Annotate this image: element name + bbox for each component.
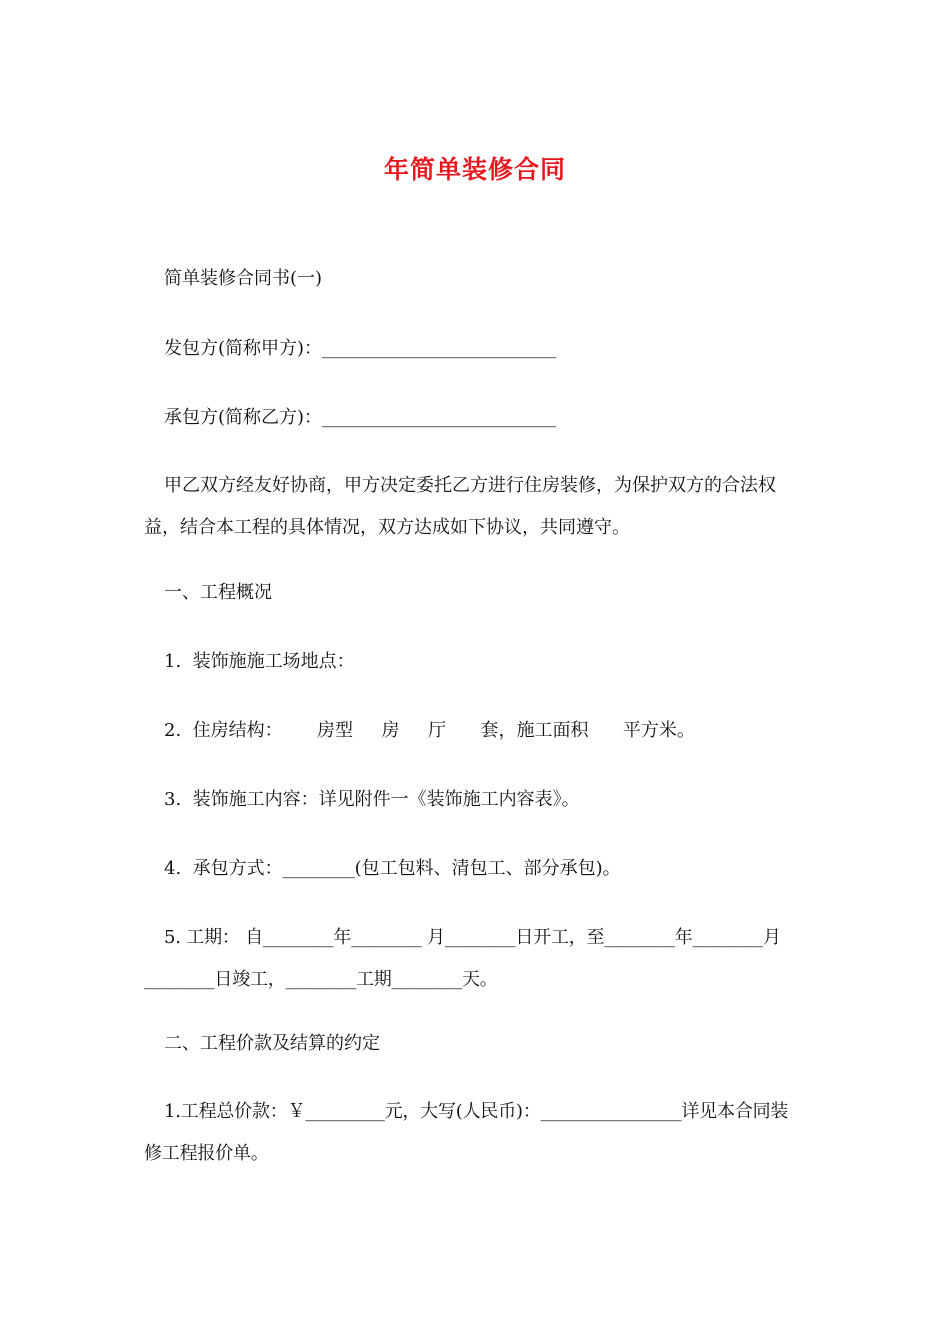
clause-1-4: 4. 承包方式：________(包工包料、清包工、部分承包)。 <box>164 858 621 879</box>
party-b-line: 承包方(简称乙方)：__________________________ <box>164 407 557 428</box>
section-1-heading: 一、工程概况 <box>164 582 272 603</box>
clause-1-2: 2. 住房结构： 房型 房 厅 套，施工面积 平方米。 <box>164 720 695 741</box>
party-a-line: 发包方(简称甲方)：__________________________ <box>164 338 557 359</box>
clause-1-1: 1. 装饰施施工场地点： <box>164 651 355 672</box>
section-2-heading: 二、工程价款及结算的约定 <box>164 1033 380 1054</box>
contract-subheading: 简单装修合同书(一) <box>164 268 323 289</box>
clause-2-1: 1.工程总价款：￥_________元，大写(人民币)：________________详见本合同装修工程报价单。 <box>144 1101 789 1164</box>
clause-1-3: 3. 装饰施工内容：详见附件一《装饰施工内容表》。 <box>164 789 580 810</box>
preamble-paragraph: 甲乙双方经友好协商，甲方决定委托乙方进行住房装修，为保护双方的合法权益，结合本工程的具体情况，双方达成如下协议，共同遵守。 <box>144 475 776 538</box>
clause-1-5: 5. 工期： 自________年________ 月________日开工，至________年________月________日竣工，________工期________天。 <box>144 927 781 990</box>
document-title: 年简单装修合同 <box>383 155 566 184</box>
